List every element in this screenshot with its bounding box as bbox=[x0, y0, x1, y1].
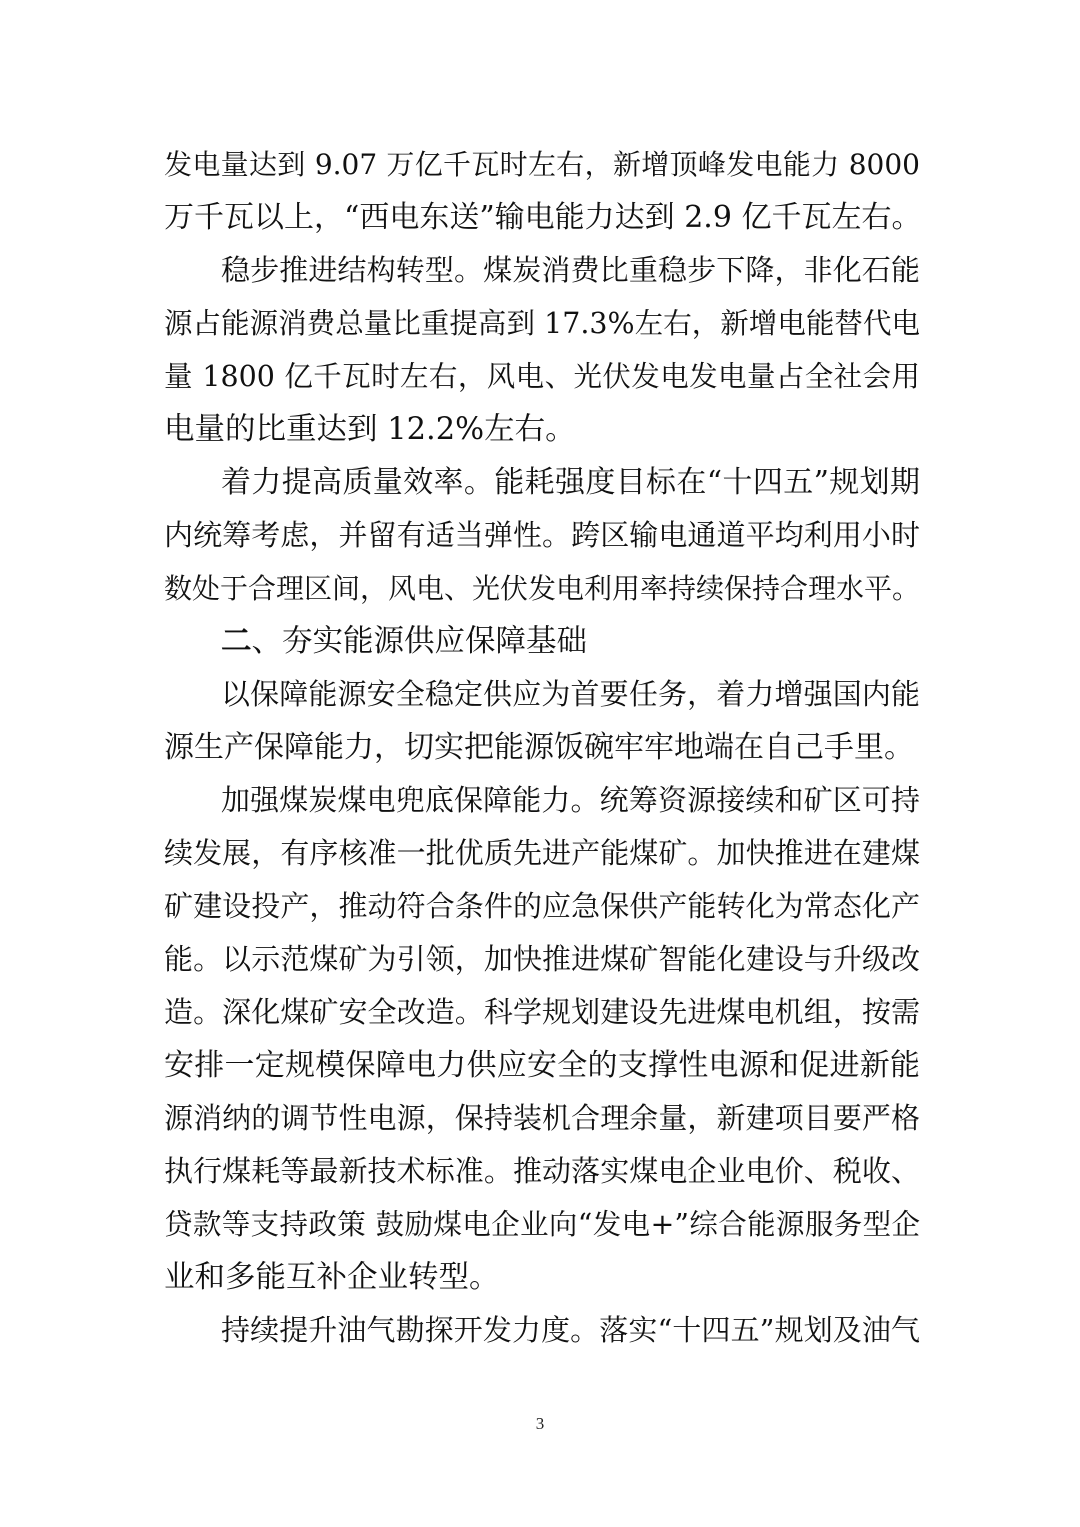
text-line: 执行煤耗等最新技术标准。推动落实煤电企业电价、税收、 bbox=[164, 1154, 920, 1188]
text-line: 源生产保障能力，切实把能源饭碗牢牢地端在自己手里。 bbox=[164, 730, 914, 765]
text-line: 数处于合理区间，风电、光伏发电利用率持续保持合理水平。 bbox=[164, 572, 921, 605]
text-line: 造。深化煤矿安全改造。科学规划建设先进煤电机组，按需 bbox=[164, 995, 920, 1029]
text-line: 续发展，有序核准一批优质先进产能煤矿。加快推进在建煤 bbox=[164, 836, 920, 870]
text-line: 贷款等支持政策 鼓励煤电企业向“发电+”综合能源服务型企 bbox=[164, 1208, 920, 1241]
paragraph-first-line: 加强煤炭煤电兜底保障能力。统筹资源接续和矿区可持 bbox=[221, 783, 920, 817]
text-line: 能。以示范煤矿为引领，加快推进煤矿智能化建设与升级改 bbox=[164, 942, 920, 976]
text-line: 万千瓦以上，“西电东送”输电能力达到 2.9 亿千瓦左右。 bbox=[164, 200, 922, 235]
section-heading bbox=[164, 615, 920, 668]
text-line: 源消纳的调节性电源，保持装机合理余量，新建项目要严格 bbox=[164, 1101, 920, 1135]
page-number: 3 bbox=[535, 1414, 545, 1433]
text-line: 源占能源消费总量比重提高到 17.3%左右，新增电能替代电 bbox=[164, 307, 920, 340]
text-line: 发电量达到 9.07 万亿千瓦时左右，新增顶峰发电能力 8000 bbox=[164, 148, 920, 181]
paragraph-first-line: 以保障能源安全稳定供应为首要任务，着力增强国内能 bbox=[221, 677, 920, 711]
text-line: 矿建设投产，推动符合条件的应急保供产能转化为常态化产 bbox=[164, 889, 920, 923]
body-text bbox=[164, 138, 920, 1357]
paragraph-first-line: 稳步推进结构转型。煤炭消费比重稳步下降，非化石能 bbox=[221, 253, 920, 287]
text-line: 量 1800 亿千瓦时左右，风电、光伏发电发电量占全社会用 bbox=[164, 360, 920, 393]
paragraph-first-line: 持续提升油气勘探开发力度。落实“十四五”规划及油气 bbox=[221, 1313, 920, 1347]
paragraph-first-line: 着力提高质量效率。能耗强度目标在“十四五”规划期 bbox=[221, 465, 920, 500]
text-line: 内统筹考虑，并留有适当弹性。跨区输电通道平均利用小时 bbox=[164, 518, 920, 552]
text-line: 安排一定规模保障电力供应安全的支撑性电源和促进新能 bbox=[164, 1048, 920, 1083]
text-line: 业和多能互补企业转型。 bbox=[164, 1260, 500, 1295]
text-line: 电量的比重达到 12.2%左右。 bbox=[164, 412, 576, 447]
section-heading-title: 、夯实能源供应保障基础 bbox=[251, 624, 587, 659]
section-heading-number: 二 bbox=[221, 624, 252, 659]
